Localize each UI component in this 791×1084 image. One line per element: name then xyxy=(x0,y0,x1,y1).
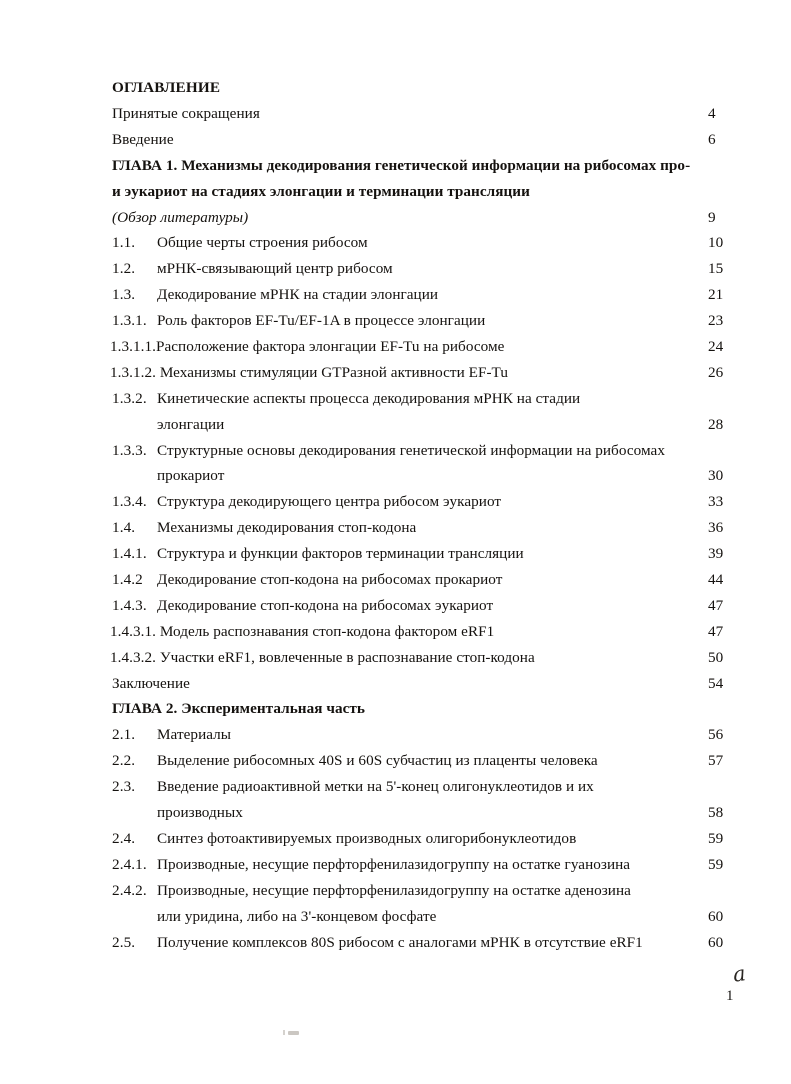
toc-entry xyxy=(110,256,750,282)
toc-page-number: 58 xyxy=(708,804,724,822)
table-of-contents xyxy=(110,74,750,955)
toc-page-number: 60 xyxy=(708,907,724,925)
toc-entry-label: или уридина, либо на 3'-концевом фосфате xyxy=(157,907,437,925)
toc-entry-label: 1.4.3.1. Модель распознавания стоп-кодона фактором eRF1 xyxy=(110,622,495,640)
toc-entry-label: 1.4.3.2. Участки eRF1, вовлеченные в распознавание стоп-кодона xyxy=(110,648,535,666)
toc-entry xyxy=(110,230,750,256)
toc-chapter-heading xyxy=(110,696,750,722)
scan-artifact xyxy=(288,1031,299,1035)
toc-page-number: 47 xyxy=(708,622,724,640)
toc-page-number: 50 xyxy=(708,648,724,666)
toc-entry xyxy=(110,722,750,748)
toc-title xyxy=(110,74,750,101)
toc-entry xyxy=(110,489,750,515)
toc-entry-label: Синтез фотоактивируемых производных олигорибонуклеотидов xyxy=(157,829,577,847)
toc-entry-number: 1.3.1. xyxy=(112,312,147,330)
toc-entry-number: 2.4.1. xyxy=(112,855,147,873)
toc-entry xyxy=(110,386,750,412)
toc-entry-label: Заключение xyxy=(112,674,190,692)
toc-entry-number: 1.4.1. xyxy=(112,545,147,563)
toc-entry-label: Декодирование стоп-кодона на рибосомах эукариот xyxy=(157,596,494,614)
toc-page-number: 10 xyxy=(708,234,724,252)
toc-entry-number: 2.5. xyxy=(112,933,136,951)
toc-entry-label: ГЛАВА 1. Механизмы декодирования генетической информации на рибосомах про- xyxy=(112,156,691,174)
toc-entry-label: Введение радиоактивной метки на 5'-конец олигонуклеотидов и их xyxy=(157,778,594,796)
toc-entry-number: 1.2. xyxy=(112,260,136,278)
toc-entry-label: Декодирование стоп-кодона на рибосомах прокариот xyxy=(157,571,503,589)
toc-page-number: 39 xyxy=(708,545,724,563)
toc-entry-number: 1.4.3.2. xyxy=(110,648,156,666)
toc-entry-label: Механизмы декодирования стоп-кодона xyxy=(157,519,417,537)
toc-entry-number: 2.3. xyxy=(112,778,136,796)
toc-page-number: 24 xyxy=(708,338,724,356)
toc-entry xyxy=(110,334,750,360)
toc-entry xyxy=(110,438,750,464)
toc-entry xyxy=(110,127,750,153)
toc-entry-label: элонгации xyxy=(157,415,225,433)
toc-page-number: 26 xyxy=(708,363,724,381)
toc-entry xyxy=(110,593,750,619)
toc-page-number: 30 xyxy=(708,467,724,485)
toc-page-number: 60 xyxy=(708,933,724,951)
scan-artifact xyxy=(283,1030,285,1035)
page-folio-number: 1 xyxy=(726,988,734,1004)
toc-entry-label: Декодирование мРНК на стадии элонгации xyxy=(157,286,439,304)
toc-page-number: 59 xyxy=(708,855,724,873)
toc-entry xyxy=(110,826,750,852)
toc-entry xyxy=(110,748,750,774)
toc-entry-label: Введение xyxy=(112,130,174,148)
toc-entry-number: 1.3.2. xyxy=(112,389,147,407)
toc-page-number: 28 xyxy=(708,415,724,433)
toc-page-number: 57 xyxy=(708,752,724,770)
toc-entry-number: 1.4.3.1. xyxy=(110,622,156,640)
toc-page-number: 44 xyxy=(708,571,724,589)
toc-page-number: 21 xyxy=(708,286,724,304)
toc-page-number: 15 xyxy=(708,260,724,278)
toc-entry xyxy=(110,567,750,593)
toc-entry-number: 1.1. xyxy=(112,234,136,252)
toc-page-number: 56 xyxy=(708,726,724,744)
toc-entry-number: 2.4.2. xyxy=(112,881,147,899)
toc-entry-label: Получение комплексов 80S рибосом с аналогами мРНК в отсутствие eRF1 xyxy=(157,933,643,951)
toc-entry-number: 1.4. xyxy=(112,519,136,537)
toc-entry-continuation xyxy=(110,800,750,826)
toc-entry xyxy=(110,282,750,308)
toc-subtitle xyxy=(110,205,750,231)
toc-entry xyxy=(110,619,750,645)
toc-entry xyxy=(110,645,750,671)
toc-entry-label: мРНК-связывающий центр рибосом xyxy=(157,260,393,278)
toc-entry-number: 1.3.3. xyxy=(112,441,147,459)
toc-entry-number: 1.4.3. xyxy=(112,596,147,614)
toc-page-number: 59 xyxy=(708,829,724,847)
toc-entry-number: 1.3.4. xyxy=(112,493,147,511)
toc-entry xyxy=(110,308,750,334)
toc-entry-number: 1.3.1.2. xyxy=(110,363,156,381)
toc-entry xyxy=(110,930,750,956)
toc-page-number: 47 xyxy=(708,596,724,614)
toc-entry-number: 2.4. xyxy=(112,829,136,847)
toc-entry-label: Общие черты строения рибосом xyxy=(157,234,368,252)
toc-entry-label: и эукариот на стадиях элонгации и терминации трансляции xyxy=(112,182,530,200)
toc-entry-label: ОГЛАВЛЕНИЕ xyxy=(112,79,221,96)
toc-page-number: 6 xyxy=(708,130,716,148)
toc-page-number: 4 xyxy=(708,105,716,122)
toc-entry-number: 1.3.1.1. xyxy=(110,338,156,356)
toc-entry xyxy=(110,541,750,567)
toc-chapter-heading xyxy=(110,153,750,179)
toc-entry-number: 2.2. xyxy=(112,752,136,770)
toc-entry xyxy=(110,671,750,697)
toc-entry xyxy=(110,878,750,904)
toc-entry-label: ГЛАВА 2. Экспериментальная часть xyxy=(112,700,365,718)
toc-entry-label: производных xyxy=(157,804,243,822)
toc-entry-continuation xyxy=(110,904,750,930)
toc-entry-label: Роль факторов EF-Tu/EF-1A в процессе элонгации xyxy=(157,312,486,330)
toc-entry-number: 2.1. xyxy=(112,726,136,744)
toc-entry-label: 1.3.1.1.Расположение фактора элонгации EF-Tu на рибосоме xyxy=(110,338,505,356)
toc-entry-label: 1.3.1.2. Механизмы стимуляции GTPазной активности EF-Tu xyxy=(110,363,508,381)
toc-entry-label: Материалы xyxy=(157,726,232,744)
toc-entry-label: Выделение рибосомных 40S и 60S субчастиц из плаценты человека xyxy=(157,752,598,770)
toc-entry-continuation xyxy=(110,463,750,489)
toc-entry-label: Принятые сокращения xyxy=(112,105,260,122)
handwritten-annotation: a xyxy=(731,961,748,987)
toc-entry-label: Структура декодирующего центра рибосом эукариот xyxy=(157,493,502,511)
toc-entry-label: Производные, несущие перфторфенилазидогруппу на остатке аденозина xyxy=(157,881,631,899)
toc-page-number: 9 xyxy=(708,208,716,226)
toc-entry-number: 1.3. xyxy=(112,286,136,304)
toc-entry xyxy=(110,101,750,127)
toc-page-number: 36 xyxy=(708,519,724,537)
toc-entry xyxy=(110,774,750,800)
toc-entry-label: Структура и функции факторов терминации трансляции xyxy=(157,545,524,563)
toc-entry xyxy=(110,515,750,541)
toc-entry-label: Производные, несущие перфторфенилазидогруппу на остатке гуанозина xyxy=(157,855,631,873)
toc-entry xyxy=(110,852,750,878)
toc-entry-label: Кинетические аспекты процесса декодирования мРНК на стадии xyxy=(157,389,581,407)
toc-entry-label: Структурные основы декодирования генетической информации на рибосомах xyxy=(157,441,665,459)
toc-chapter-heading xyxy=(110,179,750,205)
toc-entry-number: 1.4.2 xyxy=(112,571,143,589)
toc-entry-label: (Обзор литературы) xyxy=(112,208,249,226)
toc-page-number: 33 xyxy=(708,493,724,511)
toc-entry-continuation xyxy=(110,412,750,438)
toc-page-number: 54 xyxy=(708,674,724,692)
toc-entry-label: прокариот xyxy=(157,467,225,485)
toc-entry xyxy=(110,360,750,386)
toc-page-number: 23 xyxy=(708,312,724,330)
